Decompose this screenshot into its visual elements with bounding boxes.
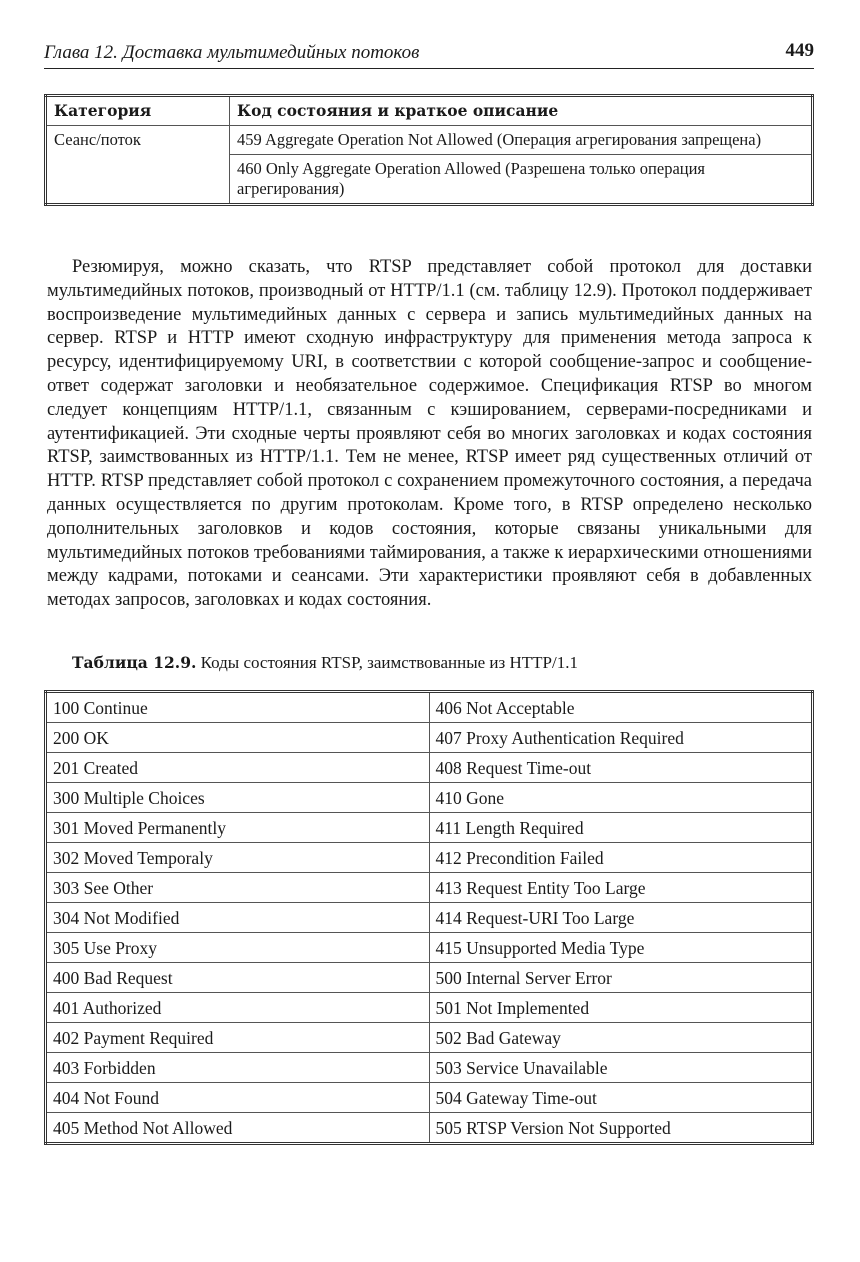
table-row (46, 692, 813, 723)
table-caption-text: Коды состояния RTSP, заимствованные из HTTP/1.1 (200, 653, 578, 672)
status-code-cell-right: 504 Gateway Time-out (429, 1083, 813, 1113)
table-row (46, 723, 813, 753)
status-code-cell-right: 414 Request-URI Too Large (429, 903, 813, 933)
status-code-cell-left: 200 OK (46, 723, 430, 753)
table-row (46, 873, 813, 903)
code-description-cell: 459 Aggregate Operation Not Allowed (Операция агрегирования запрещена) (230, 126, 813, 155)
table-row (46, 813, 813, 843)
status-code-cell-left: 100 Continue (46, 692, 430, 723)
status-code-cell-right: 415 Unsupported Media Type (429, 933, 813, 963)
table-row (46, 1023, 813, 1053)
status-code-cell-right: 407 Proxy Authentication Required (429, 723, 813, 753)
table-row (46, 993, 813, 1023)
status-code-cell-left: 302 Moved Temporaly (46, 843, 430, 873)
status-code-cell-left: 201 Created (46, 753, 430, 783)
status-codes-table-body (46, 692, 813, 1144)
body-paragraph: Резюмируя, можно сказать, что RTSP представляет собой протокол для доставки мультимедийных потоков, производный от HTTP/1.1 (см. таблицу 12.9). Протокол поддерживает воспроизведение мультимедийных данных с сервера и запись мультимедийных данных на сервер. RTSP и HTTP имеют сходную инфраструктуру для применения метода запроса к ресурсу, идентифицируемому URI, в соответствии с которой сообщение-запрос и сообщение-ответ содержат заголовки и необязательное содержимое. Спецификация RTSP во многом следует концепциям HTTP/1.1, связанным с кэшированием, серверами-посредниками и аутентификацией. Эти сходные черты проявляют себя во многих заголовках и кодах состояния RTSP, заимствованных из HTTP/1.1. Тем не менее, RTSP имеет ряд существенных отличий от HTTP. RTSP представляет собой протокол с сохранением промежуточного состояния, а передача данных осуществляется по другим протоколам. Кроме того, в RTSP определено несколько дополнительных заголовков и кодов состояния, которые связаны уникальными для мультимедийных потоков требованиями таймирования, а также к иерархическими отношениями между кадрами, потоками и сеансами. Эти характеристики проявляют себя в добавленных методах запросов, заголовках и кодах состояния. (47, 257, 812, 611)
table-caption (72, 653, 578, 673)
status-code-cell-right: 503 Service Unavailable (429, 1053, 813, 1083)
page-number: 449 (785, 40, 814, 61)
category-column-header: Категория (46, 96, 230, 126)
status-code-cell-left: 301 Moved Permanently (46, 813, 430, 843)
table-caption-label: Таблица 12.9. (72, 653, 197, 672)
status-code-cell-right: 411 Length Required (429, 813, 813, 843)
chapter-title: Глава 12. Доставка мультимедийных потоков (44, 42, 420, 63)
table-row (46, 1113, 813, 1144)
table-row (46, 1083, 813, 1113)
status-code-cell-right: 413 Request Entity Too Large (429, 873, 813, 903)
status-code-cell-right: 412 Precondition Failed (429, 843, 813, 873)
table-row (46, 903, 813, 933)
status-code-cell-left: 405 Method Not Allowed (46, 1113, 430, 1144)
category-table (44, 94, 814, 206)
status-code-cell-right: 410 Gone (429, 783, 813, 813)
code-description-column-header: Код состояния и краткое описание (230, 96, 813, 126)
status-code-cell-right: 406 Not Acceptable (429, 692, 813, 723)
table-row (46, 843, 813, 873)
table-row (46, 783, 813, 813)
status-code-cell-right: 408 Request Time-out (429, 753, 813, 783)
status-code-cell-left: 400 Bad Request (46, 963, 430, 993)
status-code-cell-right: 505 RTSP Version Not Supported (429, 1113, 813, 1144)
status-codes-table (44, 690, 814, 1145)
table-row (46, 963, 813, 993)
status-code-cell-left: 303 See Other (46, 873, 430, 903)
status-code-cell-left: 300 Multiple Choices (46, 783, 430, 813)
table-row (46, 1053, 813, 1083)
status-code-cell-left: 304 Not Modified (46, 903, 430, 933)
status-code-cell-right: 500 Internal Server Error (429, 963, 813, 993)
status-code-cell-left: 403 Forbidden (46, 1053, 430, 1083)
status-code-cell-left: 404 Not Found (46, 1083, 430, 1113)
status-code-cell-left: 401 Authorized (46, 993, 430, 1023)
status-code-cell-right: 502 Bad Gateway (429, 1023, 813, 1053)
category-table-header-row (46, 96, 813, 126)
category-cell: Сеанс/поток (46, 126, 230, 205)
status-code-cell-left: 305 Use Proxy (46, 933, 430, 963)
running-header (44, 40, 814, 69)
table-row (46, 933, 813, 963)
code-description-cell: 460 Only Aggregate Operation Allowed (Разрешена только операция агрегирования) (230, 155, 813, 205)
table-row (46, 753, 813, 783)
status-code-cell-right: 501 Not Implemented (429, 993, 813, 1023)
category-table-row (46, 126, 813, 155)
status-code-cell-left: 402 Payment Required (46, 1023, 430, 1053)
